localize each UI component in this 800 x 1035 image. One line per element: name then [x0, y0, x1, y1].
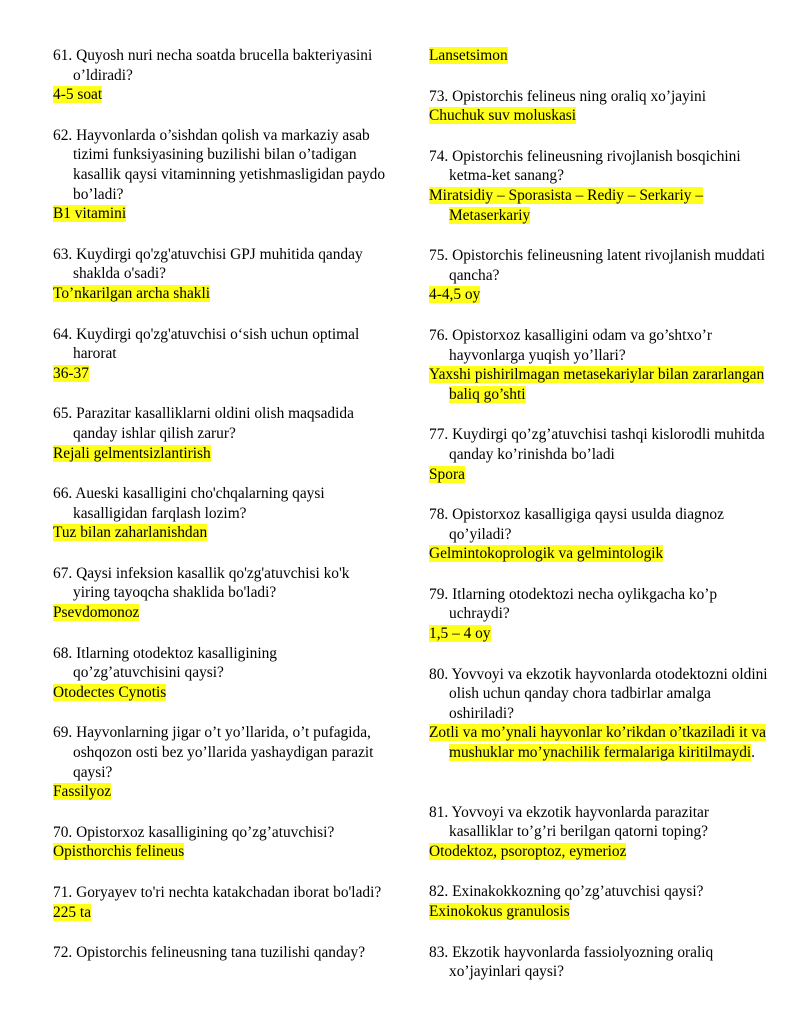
- question-item: [429, 425, 769, 484]
- question-number: 64.: [53, 325, 73, 343]
- question-body: Opistorchis felineusning rivojlanish bosqichini ketma-ket sanang?: [449, 147, 741, 185]
- question-text: [429, 505, 769, 544]
- highlighted-answer: Fassilyoz: [53, 783, 112, 801]
- answer-line: [429, 723, 769, 762]
- highlighted-answer: Zotli va mo’ynali hayvonlar ko’rikdan o’tkaziladi it va mushuklar mo’ynachilik fermalariga kiritilmaydi: [429, 724, 766, 762]
- question-item: [53, 883, 388, 922]
- question-text: [53, 943, 388, 963]
- question-text: [429, 87, 769, 107]
- question-item: [429, 46, 769, 66]
- question-body: Quyosh nuri necha soatda brucella bakteriyasini o’ldiradi?: [73, 47, 373, 84]
- question-text: [53, 644, 388, 683]
- question-number: 63.: [53, 245, 73, 263]
- question-text: [53, 46, 388, 85]
- question-item: [53, 46, 388, 105]
- highlighted-answer: 36-37: [53, 364, 89, 382]
- question-body: Goryayev to'ri nechta katakchadan iborat bo'ladi?: [76, 884, 382, 901]
- question-text: [429, 147, 769, 186]
- highlighted-answer: 225 ta: [53, 903, 92, 921]
- question-item: [429, 882, 769, 921]
- question-text: [53, 883, 388, 903]
- highlighted-answer: Gelmintokoprologik va gelmintologik: [429, 545, 664, 563]
- question-item: [429, 943, 769, 982]
- highlighted-answer: 1,5 – 4 oy: [429, 625, 491, 643]
- highlighted-answer: Spora: [429, 465, 465, 483]
- question-item: [53, 823, 388, 862]
- question-number: 81.: [429, 803, 449, 821]
- answer-line: [429, 544, 769, 564]
- question-number: 82.: [429, 883, 449, 901]
- question-text: [53, 245, 388, 284]
- question-number: 69.: [53, 724, 73, 742]
- question-item: [429, 87, 769, 126]
- highlighted-answer: Rejali gelmentsizlantirish: [53, 444, 211, 462]
- answer-line: [429, 285, 769, 305]
- question-text: [53, 723, 388, 782]
- question-number: 80.: [429, 665, 449, 683]
- answer-line: [429, 902, 769, 922]
- answer-line: [53, 444, 388, 464]
- question-body: Itlarning otodektozi necha oylikgacha ko’p uchraydi?: [449, 585, 718, 623]
- question-body: Opistorxoz kasalligini odam va go’shtxo’r hayvonlarga yuqish yo’llari?: [449, 326, 712, 364]
- question-item: [53, 943, 388, 963]
- answer-line: [53, 204, 388, 224]
- question-item: [429, 246, 769, 305]
- question-text: [53, 126, 388, 204]
- question-number: 74.: [429, 147, 449, 165]
- question-item: [429, 585, 769, 644]
- question-text: [429, 943, 769, 982]
- question-number: 70.: [53, 823, 73, 841]
- answer-line: [53, 842, 388, 862]
- question-number: 71.: [53, 884, 73, 901]
- question-number: 67.: [53, 564, 73, 582]
- answer-line: [53, 683, 388, 703]
- highlighted-answer: To’nkarilgan archa shakli: [53, 284, 211, 302]
- answer-line: [429, 106, 769, 126]
- answer-line: [53, 603, 388, 623]
- question-body: Kuydirgi qo’zg’atuvchisi tashqi kislorodli muhitda qanday ko’rinishda bo’ladi: [449, 426, 765, 463]
- highlighted-answer: Otodektoz, psoroptoz, eymerioz: [429, 842, 627, 860]
- question-text: [53, 484, 388, 523]
- question-item: [53, 404, 388, 463]
- question-body: Opistorchis felineus ning oraliq xo’jayini: [452, 87, 707, 105]
- highlighted-answer: Yaxshi pishirilmagan metasekariylar bilan zararlangan baliq go’shti: [429, 366, 765, 403]
- question-item: [53, 484, 388, 543]
- question-body: Kuydirgi qo'zg'atuvchisi o‘sish uchun optimal harorat: [73, 325, 360, 363]
- question-item: [53, 325, 388, 384]
- question-text: [429, 585, 769, 624]
- answer-line: [53, 284, 388, 304]
- right-column: [429, 46, 769, 1003]
- highlighted-answer: Miratsidiy – Sporasista – Rediy – Serkariy – Metaserkariy: [429, 186, 704, 224]
- question-body: Opistorchis felineusning tana tuzilishi qanday?: [76, 944, 366, 962]
- highlighted-answer: B1 vitamini: [53, 205, 127, 223]
- answer-line: [53, 364, 388, 384]
- answer-line: [429, 842, 769, 862]
- question-text: [53, 404, 388, 443]
- question-body: Exinakokkozning qo’zg’atuvchisi qaysi?: [452, 883, 704, 901]
- question-text: [429, 882, 769, 902]
- question-body: Ekzotik hayvonlarda fassiolyozning oraliq xo’jayinlari qaysi?: [449, 943, 714, 981]
- question-text: [429, 803, 769, 842]
- question-item: [429, 803, 769, 862]
- question-number: 75.: [429, 247, 449, 265]
- question-item: [53, 723, 388, 801]
- answer-line: [429, 186, 769, 225]
- answer-tail: .: [751, 744, 756, 762]
- question-number: 78.: [429, 506, 449, 524]
- question-number: 61.: [53, 47, 73, 64]
- highlighted-answer: Lansetsimon: [429, 47, 508, 64]
- answer-line: [429, 624, 769, 644]
- highlighted-answer: Otodectes Cynotis: [53, 683, 167, 701]
- question-text: [429, 246, 769, 285]
- answer-line: [429, 465, 769, 485]
- question-item: [53, 644, 388, 703]
- question-body: Kuydirgi qo'zg'atuvchisi GPJ muhitida qanday shaklda o'sadi?: [73, 245, 363, 283]
- left-column: [53, 46, 388, 984]
- highlighted-answer: Chuchuk suv moluskasi: [429, 107, 577, 125]
- question-item: [429, 505, 769, 564]
- answer-line: [53, 85, 388, 105]
- highlighted-answer: Exinokokus granulosis: [429, 903, 570, 920]
- question-body: Itlarning otodektoz kasalligining qo’zg’atuvchisini qaysi?: [73, 644, 277, 682]
- question-number: 65.: [53, 405, 73, 423]
- answer-line: [429, 365, 769, 404]
- highlighted-answer: 4-4,5 oy: [429, 286, 481, 304]
- question-text: [53, 325, 388, 364]
- question-body: Qaysi infeksion kasallik qo'zg'atuvchisi ko'k yiring tayoqcha shaklida bo'ladi?: [73, 564, 350, 602]
- answer-line: [429, 46, 769, 66]
- question-number: 62.: [53, 126, 73, 144]
- question-item: [429, 665, 769, 763]
- question-number: 72.: [53, 944, 73, 962]
- question-number: 76.: [429, 326, 449, 344]
- question-body: Hayvonlarning jigar o’t yo’llarida, o’t pufagida, oshqozon osti bez yo’llarida yashaydigan parazit qaysi?: [73, 724, 374, 781]
- question-number: 77.: [429, 426, 449, 444]
- question-body: Hayvonlarda o’sishdan qolish va markaziy asab tizimi funksiyasining buzilishi bilan o’tadigan kasallik qaysi vitaminning yetishmasligidan paydo bo’ladi?: [73, 126, 386, 203]
- question-item: [53, 564, 388, 623]
- highlighted-answer: 4-5 soat: [53, 86, 103, 104]
- question-text: [429, 425, 769, 464]
- question-text: [429, 326, 769, 365]
- question-body: Opistorxoz kasalligining qo’zg’atuvchisi?: [76, 823, 335, 841]
- question-number: 66.: [53, 485, 73, 503]
- highlighted-answer: Opisthorchis felineus: [53, 843, 185, 861]
- question-number: 68.: [53, 644, 73, 662]
- question-body: Opistorxoz kasalligiga qaysi usulda diagnoz qo’yiladi?: [449, 506, 724, 543]
- question-text: [53, 823, 388, 843]
- answer-line: [53, 523, 388, 543]
- question-item: [429, 147, 769, 225]
- question-text: [53, 564, 388, 603]
- question-number: 83.: [429, 943, 449, 961]
- question-item: [53, 245, 388, 304]
- question-body: Yovvoyi va ekzotik hayvonlarda parazitar kasalliklar to’g’ri berilgan qatorni toping?: [449, 803, 709, 841]
- question-number: 73.: [429, 87, 449, 105]
- question-body: Opistorchis felineusning latent rivojlanish muddati qancha?: [449, 247, 766, 284]
- question-body: Yovvoyi va ekzotik hayvonlarda otodektozni oldini olish uchun qanday chora tadbirlar amalga oshiriladi?: [449, 665, 768, 722]
- question-item: [429, 326, 769, 404]
- question-text: [429, 665, 769, 724]
- highlighted-answer: Tuz bilan zaharlanishdan: [53, 524, 208, 542]
- question-body: Parazitar kasalliklarni oldini olish maqsadida qanday ishlar qilish zarur?: [73, 405, 354, 442]
- question-number: 79.: [429, 585, 449, 603]
- question-body: Aueski kasalligini cho'chqalarning qaysi kasalligidan farqlash lozim?: [73, 485, 325, 522]
- answer-line: [53, 903, 388, 923]
- question-item: [53, 126, 388, 224]
- highlighted-answer: Psevdomonoz: [53, 604, 140, 622]
- answer-line: [53, 782, 388, 802]
